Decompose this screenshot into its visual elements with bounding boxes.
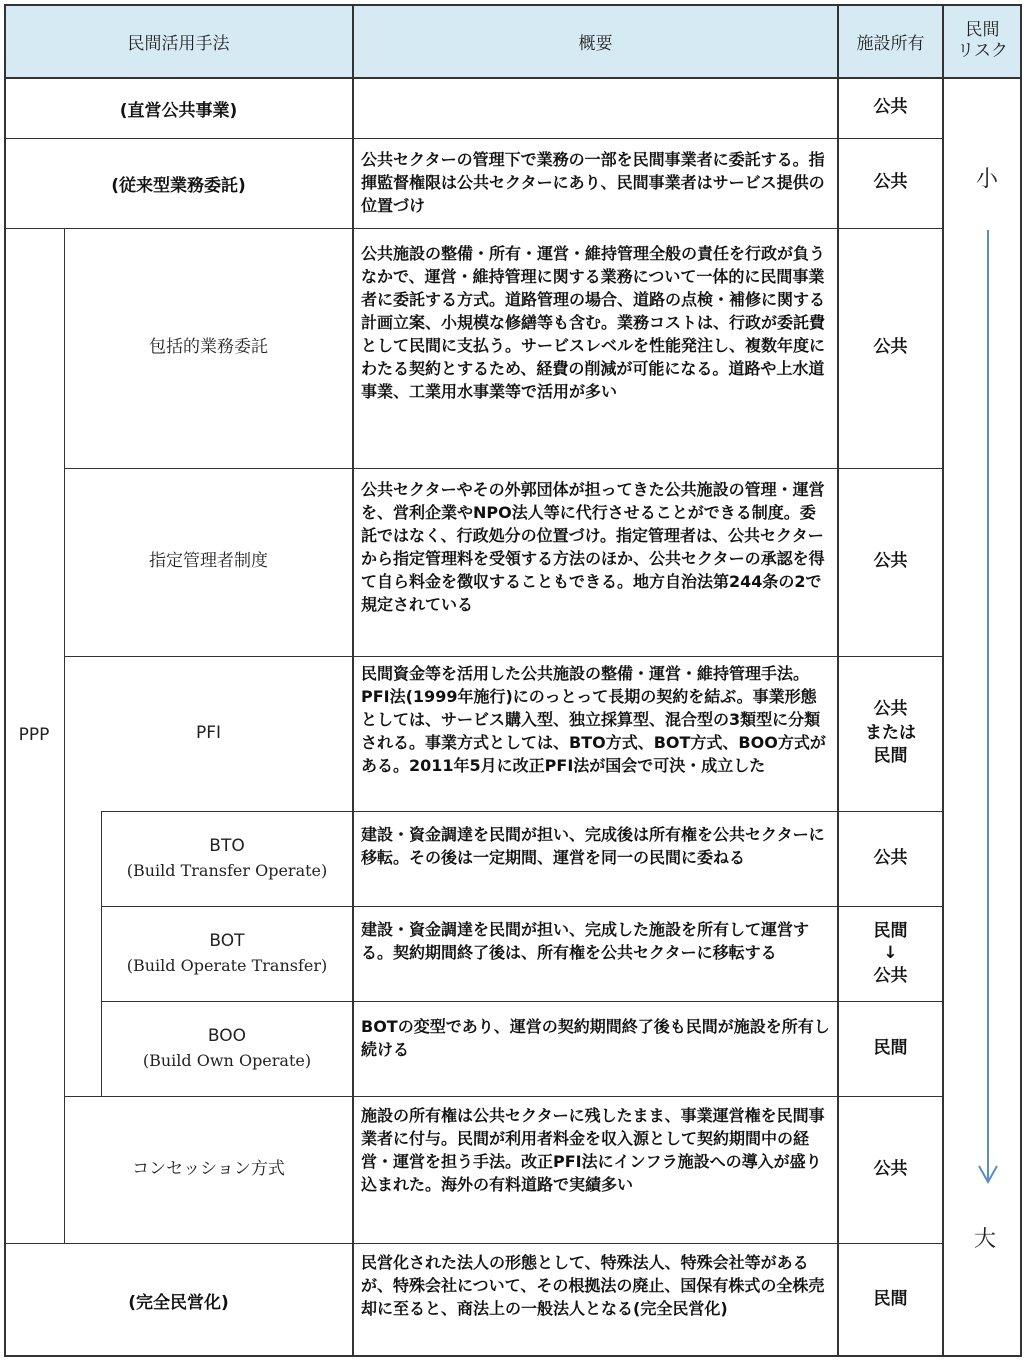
- row-pfi-ownership-line3: 民間: [873, 746, 908, 767]
- row-divider-4: [64, 656, 943, 657]
- header-method-label: 民間活用手法: [127, 33, 230, 54]
- ppp-group-text: PPP: [18, 724, 50, 745]
- row-concession-overview: [353, 1096, 838, 1243]
- row-traditional-ownership-value: 公共: [873, 172, 908, 193]
- col-divider-overview: [352, 4, 354, 1357]
- row-boo-method-label: BOO: [207, 1025, 247, 1046]
- down-arrow-icon: [974, 230, 1002, 1190]
- row-divider-header: [4, 77, 1022, 79]
- col-divider-ownership: [837, 4, 839, 1357]
- row-bto-ownership-value: 公共: [873, 847, 908, 868]
- row-comprehensive-overview-text: 公共施設の整備・所有・運営・維持管理全般の責任を行政が負うなかで、運営・維持管理に関する業務について一体的に民間事業者に委託する方式。道路管理の場合、道路の点検・補修に関する計画立案、小規模な修繕等も含む。業務コストは、行政が委託費として民間に支払う。サービスレベルを性能発注し、複数年度にわたる契約とするため、経費の削減が可能になる。道路や上水道事業、工業用水事業等で活用が多い: [361, 244, 826, 401]
- row-divider-3: [64, 468, 943, 469]
- row-traditional-method-label: (従来型業務委託): [111, 175, 246, 196]
- row-designated-method-label: 指定管理者制度: [149, 551, 268, 572]
- row-bto-method-sub: (Build Transfer Operate): [126, 861, 328, 881]
- down-arrow-icon: ↓: [883, 943, 898, 964]
- row-privatization-overview-text: 民営化された法人の形態として、特殊法人、特殊会社等があるが、特殊会社について、その根拠法の廃止、国保有株式の全株売却に至ると、商法上の一般法人となる(完全民営化): [361, 1253, 825, 1318]
- row-divider-9: [4, 1243, 943, 1244]
- row-direct-overview: [353, 78, 838, 138]
- header-ownership: [838, 4, 943, 78]
- row-traditional-ownership: [838, 138, 943, 228]
- row-divider-2: [4, 228, 943, 229]
- row-divider-1: [4, 138, 943, 139]
- header-risk: [943, 4, 1022, 78]
- row-bot-method-sub: (Build Operate Transfer): [126, 956, 328, 976]
- row-bto-overview-text: 建設・資金調達を民間が担い、完成後は所有権を公共セクターに移転。その後は一定期間、運営を同一の民間に委ねる: [361, 825, 825, 867]
- row-boo-ownership-value: 民間: [873, 1037, 908, 1058]
- row-designated-overview: [353, 468, 838, 656]
- row-concession-method-label: コンセッション方式: [132, 1158, 285, 1179]
- row-comprehensive-ownership: [838, 228, 943, 468]
- col-divider-ppp: [64, 228, 65, 1243]
- row-privatization-ownership-value: 民間: [873, 1289, 908, 1310]
- row-bto-ownership: [838, 811, 943, 906]
- row-direct-method-label: (直営公共事業): [119, 100, 238, 121]
- row-pfi-overview: [353, 656, 838, 811]
- row-pfi-ownership-line2: または: [865, 722, 916, 743]
- row-boo-method: [101, 1001, 353, 1096]
- table-border-left: [4, 4, 6, 1357]
- row-concession-overview-text: 施設の所有権は公共セクターに残したまま、事業運営権を民間事業者に付与。民間が利用者料金を収入源として契約期間中の経営・運営を担う手法。改正PFI法にインフラ施設への導入が盛り込まれた。海外の有料道路で実績多い: [361, 1106, 825, 1194]
- row-pfi-ownership-line1: 公共: [873, 698, 908, 719]
- row-pfi-method: [64, 656, 353, 811]
- header-risk-line2: リスク: [957, 41, 1008, 61]
- ppp-method-table: [4, 4, 1022, 1357]
- row-comprehensive-method-label: 包括的業務委託: [149, 337, 268, 358]
- row-pfi-method-label: PFI: [195, 722, 222, 743]
- row-traditional-overview-text: 公共セクターの管理下で業務の一部を民間事業者に委託する。指揮監督権限は公共セクターにあり、民間事業者はサービス提供の位置づけ: [361, 150, 825, 215]
- row-bto-method-label: BTO: [209, 835, 245, 856]
- col-divider-pfi-sub: [101, 811, 102, 1096]
- row-direct-ownership: [838, 78, 943, 138]
- row-bto-overview: [353, 811, 838, 906]
- row-privatization-method: [4, 1243, 353, 1357]
- row-divider-6: [101, 906, 943, 907]
- row-concession-ownership-value: 公共: [873, 1158, 908, 1179]
- row-bot-method-label: BOT: [209, 930, 245, 951]
- row-bot-ownership-line1: 民間: [873, 921, 908, 942]
- row-bot-ownership-line2: 公共: [873, 965, 908, 986]
- row-comprehensive-method: [64, 228, 353, 468]
- row-designated-method: [64, 468, 353, 656]
- row-privatization-overview: [353, 1243, 838, 1357]
- risk-high-label: 大: [974, 1227, 997, 1252]
- row-boo-ownership: [838, 1001, 943, 1096]
- row-traditional-overview: [353, 138, 838, 228]
- table-border-right: [1020, 4, 1022, 1357]
- header-overview-label: 概要: [578, 33, 613, 54]
- row-bto-method: [101, 811, 353, 906]
- row-divider-8: [64, 1096, 943, 1097]
- header-overview: [353, 4, 838, 78]
- row-designated-overview-text: 公共セクターやその外郭団体が担ってきた公共施設の管理・運営を、営利企業やNPO法人等に代行させることができる制度。委託ではなく、行政処分の位置づけ。指定管理者は、公共セクターから指定管理料を受領する方法のほか、公共セクターの承認を得て自ら料金を徴収することもできる。地方自治法第244条の2で規定されている: [361, 480, 825, 614]
- row-divider-7: [101, 1001, 943, 1002]
- header-method: [4, 4, 353, 78]
- row-bot-overview: [353, 906, 838, 1001]
- row-divider-5: [101, 811, 943, 812]
- row-comprehensive-ownership-value: 公共: [873, 337, 908, 358]
- row-boo-method-sub: (Build Own Operate): [142, 1051, 312, 1071]
- row-privatization-ownership: [838, 1243, 943, 1357]
- header-risk-line1: 民間: [965, 19, 1000, 40]
- row-boo-overview: [353, 1001, 838, 1096]
- row-bot-method: [101, 906, 353, 1001]
- row-pfi-overview-text: 民間資金等を活用した公共施設の整備・運営・維持管理手法。PFI法(1999年施行)にのっとって長期の契約を結ぶ。事業形態としては、サービス購入型、独立採算型、混合型の3類型に分類される。事業方式としては、BTO方式、BOT方式、BOO方式がある。2011年5月に改正PFI法が国会で可決・成立した: [361, 664, 826, 775]
- row-direct-ownership-value: 公共: [873, 97, 908, 118]
- row-concession-method: [64, 1096, 353, 1243]
- ppp-group-label: [4, 228, 64, 1243]
- header-ownership-label: 施設所有: [856, 33, 925, 54]
- row-traditional-method: [4, 138, 353, 228]
- row-designated-ownership-value: 公共: [873, 551, 908, 572]
- table-border-top: [4, 4, 1022, 6]
- table-border-bottom: [4, 1355, 1022, 1357]
- row-boo-overview-text: BOTの変型であり、運営の契約期間終了後も民間が施設を所有し続ける: [361, 1017, 830, 1059]
- risk-low-label: 小: [976, 167, 999, 192]
- row-pfi-ownership: [838, 656, 943, 811]
- row-designated-ownership: [838, 468, 943, 656]
- row-bot-overview-text: 建設・資金調達を民間が担い、完成した施設を所有して運営する。契約期間終了後は、所有権を公共セクターに移転する: [361, 920, 810, 962]
- row-concession-ownership: [838, 1096, 943, 1243]
- row-privatization-method-label: (完全民営化): [128, 1292, 229, 1313]
- row-bot-ownership: [838, 906, 943, 1001]
- row-direct-method: [4, 78, 353, 138]
- row-comprehensive-overview: [353, 228, 838, 468]
- col-divider-risk: [942, 4, 944, 1357]
